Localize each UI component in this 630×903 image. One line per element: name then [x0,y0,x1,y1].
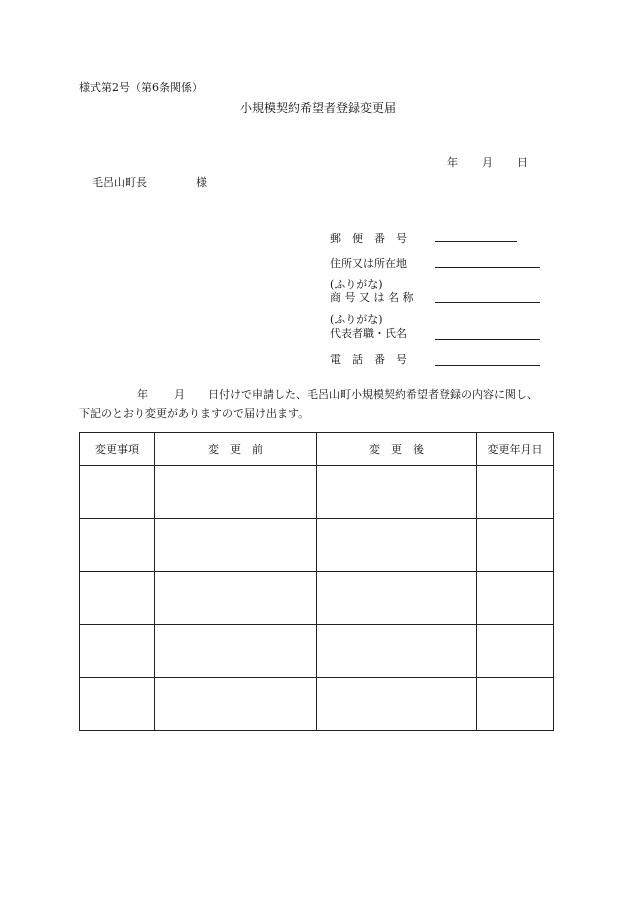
table-cell[interactable] [80,625,155,678]
phone-field[interactable] [435,365,540,366]
addressee-honorific: 様 [196,176,207,189]
table-cell[interactable] [155,572,317,625]
table-cell[interactable] [477,572,554,625]
table-row [80,519,554,572]
trade-name-label: 商 号 又 は 名 称 [330,291,414,304]
table-cell[interactable] [155,625,317,678]
header-change-item: 変更事項 [80,433,155,466]
furigana-label-1: (ふりがな) [330,278,383,291]
table-cell[interactable] [155,466,317,519]
furigana-label-2: (ふりがな) [330,313,383,326]
table-cell[interactable] [317,625,477,678]
phone-label: 電 話 番 号 [330,353,407,366]
date-year: 年 [447,156,458,169]
header-before: 変 更 前 [155,433,317,466]
statement-line1: 日付けで申請した、毛呂山町小規模契約希望者登録の内容に関し、 [208,388,538,401]
postal-code-field[interactable] [435,241,517,242]
postal-code-label: 郵 便 番 号 [330,232,407,245]
table-header-row [80,433,554,466]
table-row [80,466,554,519]
table-cell[interactable] [80,678,155,731]
table-cell[interactable] [317,678,477,731]
date-month: 月 [482,156,493,169]
date-day: 日 [517,156,528,169]
table-cell[interactable] [477,519,554,572]
changes-table [79,432,554,731]
table-cell[interactable] [477,625,554,678]
statement-line2: 下記のとおり変更がありますので届け出ます。 [79,407,310,420]
form-title: 小規模契約希望者登録変更届 [240,101,397,115]
header-after: 変 更 後 [317,433,477,466]
addressee-name: 毛呂山町長 [92,176,147,189]
representative-field[interactable] [435,339,540,340]
table-cell[interactable] [80,466,155,519]
table-cell[interactable] [317,572,477,625]
header-change-date: 変更年月日 [477,433,554,466]
table-row [80,625,554,678]
table-cell[interactable] [477,678,554,731]
table-cell[interactable] [155,678,317,731]
table-cell[interactable] [317,466,477,519]
representative-label: 代表者職・氏名 [330,327,407,340]
trade-name-field[interactable] [435,302,540,303]
table-cell[interactable] [477,466,554,519]
form-number: 様式第2号（第6条関係） [79,81,203,94]
statement-month: 月 [174,388,185,401]
address-field[interactable] [435,267,540,268]
table-cell[interactable] [80,572,155,625]
statement-year: 年 [137,388,148,401]
table-cell[interactable] [80,519,155,572]
address-label: 住所又は所在地 [330,257,407,270]
table-cell[interactable] [155,519,317,572]
table-row [80,678,554,731]
table-row [80,572,554,625]
table-cell[interactable] [317,519,477,572]
